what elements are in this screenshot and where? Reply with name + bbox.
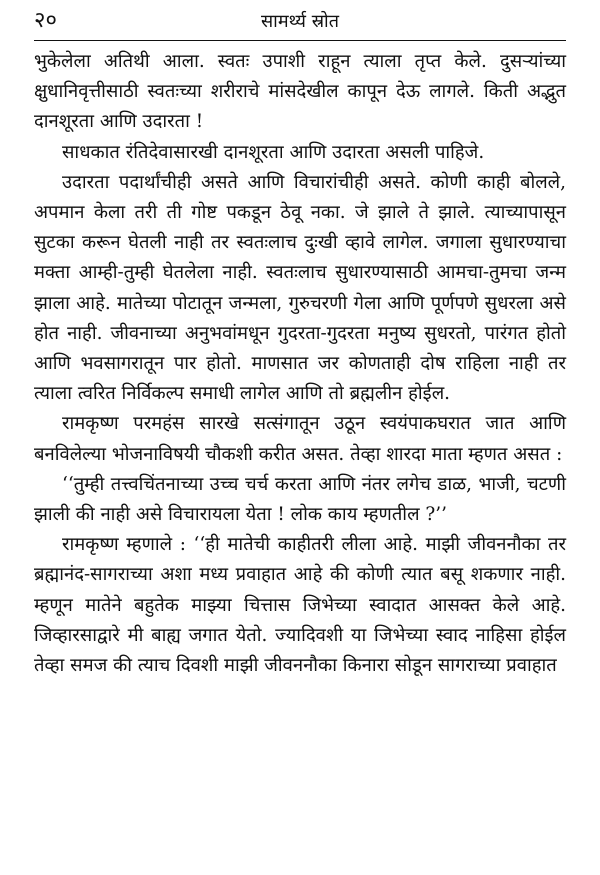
paragraph: उदारता पदार्थांचीही असते आणि विचारांचीही असते. कोणी काही बोलले, अपमान केला तरी ती गोष्ट पकडून ठेवू नका. जे झाले ते झाले. त्याच्यापासून सुटका करून घेतली नाही तर स्वतःलाच दुःखी व्हावे लागेल. जगाला सुधारण्याचा मक्ता आम्ही-तुम्ही घेतलेला नाही. स्वतःलाच सुधारण्यासाठी आमचा-तुमचा जन्म झाला आहे. मातेच्या पोटातून जन्मला, गुरुचरणी गेला आणि पूर्णपणे सुधरला असे होत नाही. जीवनाच्या अनुभवांमधून गुदरता-गुदरता मनुष्य सुधरतो, पारंगत होतो आणि भवसागरातून पार होतो. माणसात जर कोणताही दोष राहिला नाही तर त्याला त्वरित निर्विकल्प समाधी लागेल आणि तो ब्रह्मलीन होईल. bbox=[34, 171, 566, 405]
page-header bbox=[34, 6, 566, 41]
paragraph-continuation: भुकेलेला अतिथी आला. स्वतः उपाशी राहून त्याला तृप्त केले. दुसऱ्यांच्या क्षुधानिवृत्तीसाठी स्वतःच्या शरीराचे मांसदेखील कापून देऊ लागले. किती अद्भुत दानशूरता आणि उदारता ! bbox=[34, 51, 566, 133]
paragraph: साधकात रंतिदेवासारखी दानशूरता आणि उदारता असली पाहिजे. bbox=[62, 141, 485, 163]
body-text bbox=[34, 47, 566, 681]
quote-paragraph: ‘‘तुम्ही तत्त्वचिंतनाच्या उच्च चर्च करता आणि नंतर लगेच डाळ, भाजी, चटणी झाली की नाही असे विचारायला येता ! लोक काय म्हणतील ?’’ bbox=[34, 473, 566, 526]
paragraph: रामकृष्ण म्हणाले : ‘‘ही मातेची काहीतरी लीला आहे. माझी जीवननौका तर ब्रह्मानंद-सागराच्या अशा मध्य प्रवाहात आहे की कोणी त्यात बसू शकणार नाही. म्हणून मातेने बहुतेक माझ्या चित्तास जिभेच्या स्वादात आसक्त केले आहे. जिव्हारसाद्वारे मी बाह्य जगात येतो. ज्यादिवशी या जिभेच्या स्वाद नाहिसा होईल तेव्हा समज की त्याच दिवशी माझी जीवननौका किनारा सोडून सागराच्या प्रवाहात bbox=[34, 534, 566, 677]
paragraph: रामकृष्ण परमहंस सारखे सत्संगातून उठून स्वयंपाकघरात जात आणि बनविलेल्या भोजनाविषयी चौकशी करीत असत. तेव्हा शारदा माता म्हणत असत : bbox=[34, 413, 566, 465]
running-title: सामर्थ्य स्रोत bbox=[261, 11, 339, 32]
page-number: २० bbox=[34, 8, 57, 33]
